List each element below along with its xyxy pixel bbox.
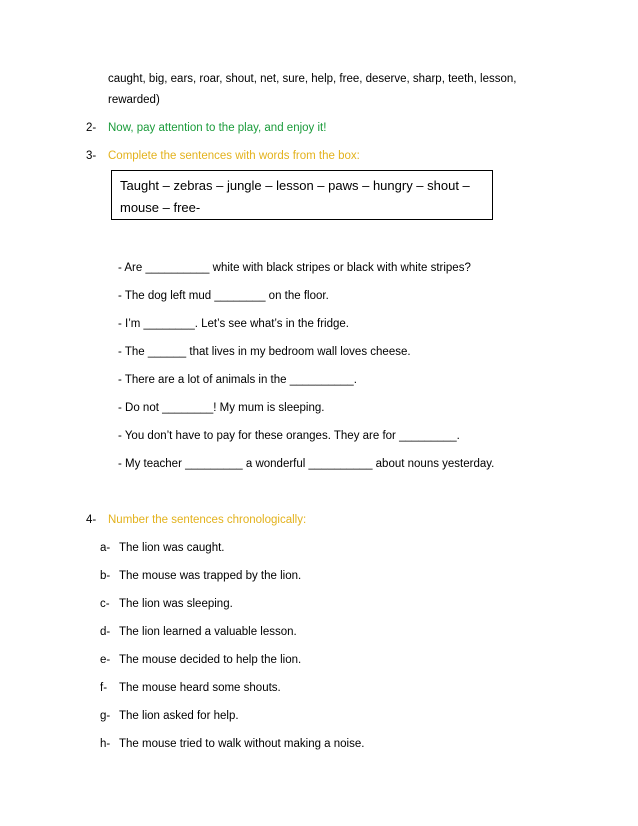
word-box-line-2: mouse – free- [120, 200, 201, 215]
item-f-text: The mouse heard some shouts. [119, 682, 281, 694]
item-g-text: The lion asked for help. [119, 710, 239, 722]
item-g-letter: g- [100, 710, 111, 722]
item-e-text: The mouse decided to help the lion. [119, 654, 302, 666]
sentence-2: - The dog left mud ________ on the floor. [118, 290, 329, 302]
item-h-text: The mouse tried to walk without making a noise. [119, 738, 365, 750]
item-b-letter: b- [100, 570, 111, 582]
task-4-instruction: Number the sentences chronologically: [108, 514, 307, 526]
task-3-number: 3- [86, 150, 97, 162]
sentence-7: - You don’t have to pay for these oranges. They are for _________. [118, 430, 460, 442]
task-4-number: 4- [86, 514, 97, 526]
item-a-text: The lion was caught. [119, 542, 225, 554]
item-c-letter: c- [100, 598, 110, 610]
task-2-instruction: Now, pay attention to the play, and enjoy it! [108, 122, 327, 134]
word-box [111, 170, 493, 220]
sentence-6: - Do not ________! My mum is sleeping. [118, 402, 325, 414]
task-3-instruction: Complete the sentences with words from the box: [108, 150, 360, 162]
word-list-line-2: rewarded) [108, 94, 160, 106]
item-d-text: The lion learned a valuable lesson. [119, 626, 297, 638]
word-box-line-1: Taught – zebras – jungle – lesson – paws – hungry – shout – [120, 178, 470, 193]
item-e-letter: e- [100, 654, 111, 666]
item-c-text: The lion was sleeping. [119, 598, 233, 610]
item-a-letter: a- [100, 542, 111, 554]
item-b-text: The mouse was trapped by the lion. [119, 570, 302, 582]
word-list-line-1: caught, big, ears, roar, shout, net, sure, help, free, deserve, sharp, teeth, lesson, [108, 73, 517, 85]
sentence-4: - The ______ that lives in my bedroom wall loves cheese. [118, 346, 411, 358]
item-h-letter: h- [100, 738, 111, 750]
item-d-letter: d- [100, 626, 111, 638]
task-2-number: 2- [86, 122, 97, 134]
sentence-8: - My teacher _________ a wonderful __________ about nouns yesterday. [118, 458, 495, 470]
sentence-3: - I’m ________. Let’s see what’s in the fridge. [118, 318, 349, 330]
sentence-1: - Are __________ white with black stripes or black with white stripes? [118, 262, 471, 274]
sentence-5: - There are a lot of animals in the __________. [118, 374, 357, 386]
item-f-letter: f- [100, 682, 108, 694]
